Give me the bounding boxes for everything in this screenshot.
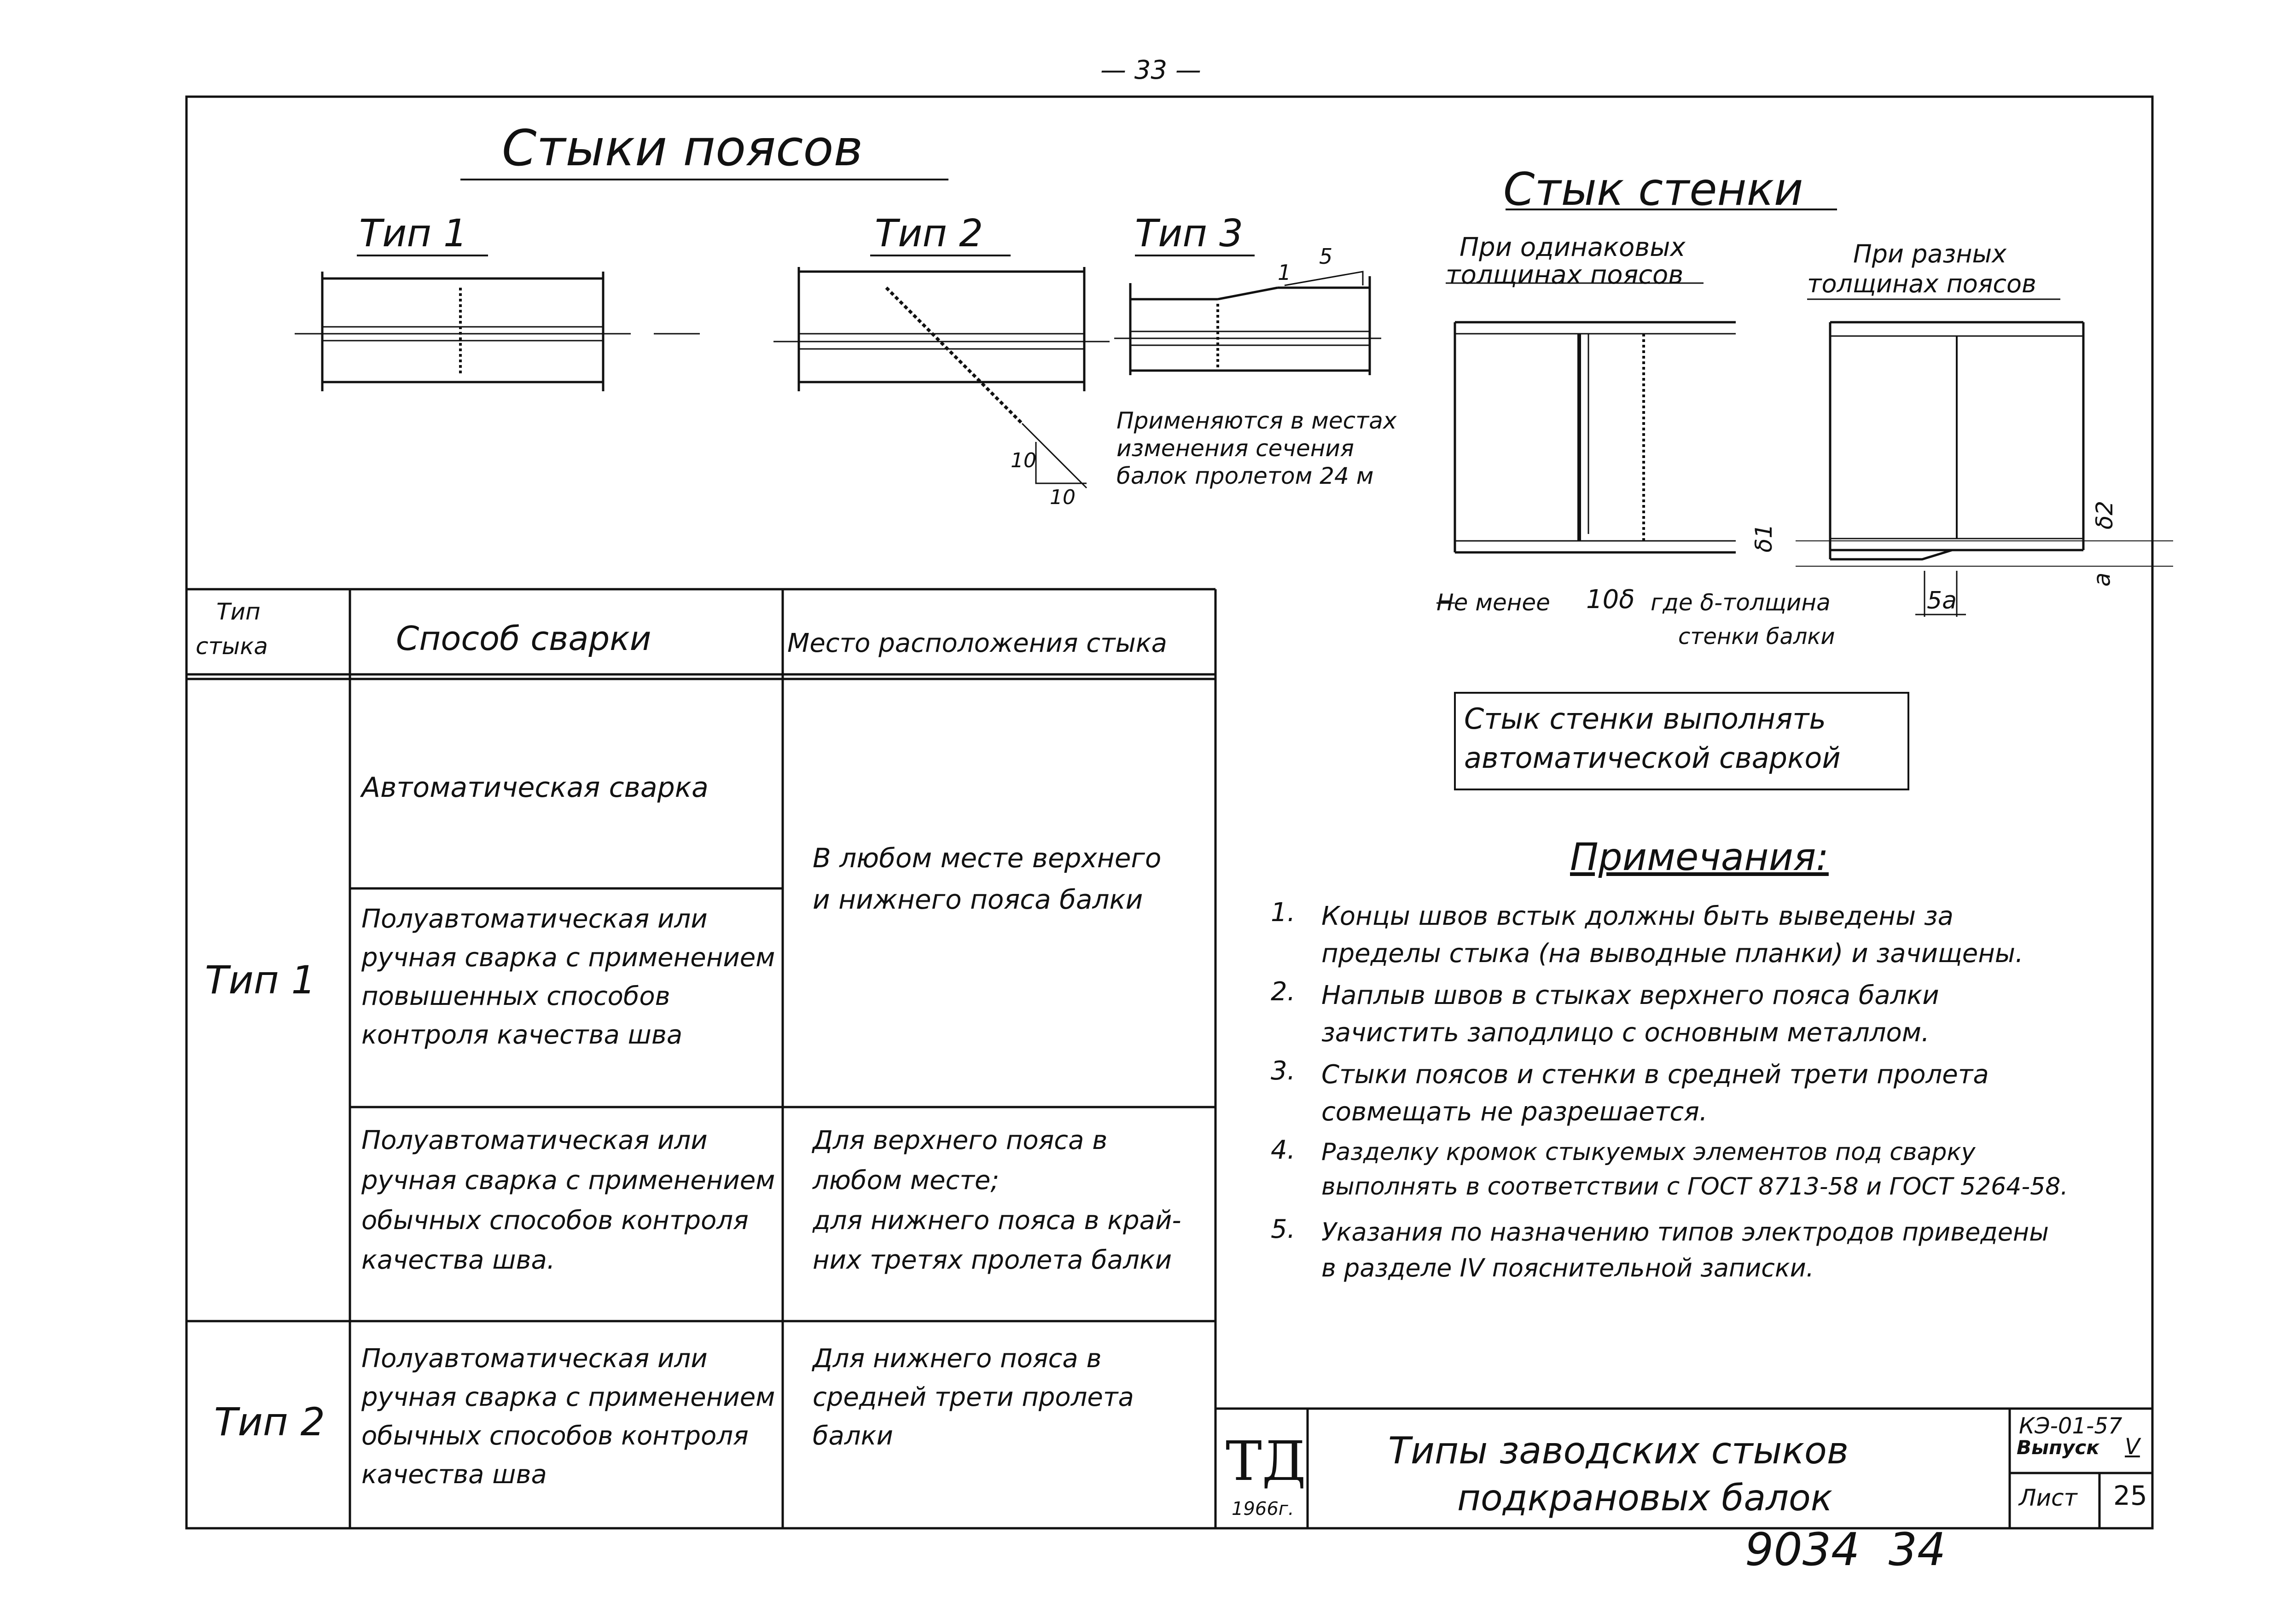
instruction-line1: Стык стенки выполнять [1464, 702, 1826, 736]
delta1-label: δ1 [1750, 523, 1778, 553]
row-type1-label: Тип 1 [205, 957, 316, 1003]
type3-slope-b: 5 [1319, 244, 1333, 269]
row4-method: Полуавтоматическая или ручная сварка с применением обычных способов контроля качества шва [361, 1344, 775, 1490]
type2-slope-b: 10 [1050, 486, 1076, 509]
ten-delta-label: 10δ [1586, 585, 1635, 615]
type1-label: Тип 1 [359, 212, 468, 255]
issue-label: Выпуск [2017, 1436, 2099, 1459]
web-joint-diff-label-2: толщинах поясов [1807, 269, 2036, 298]
row3-place: Для верхнего пояса в любом месте; для нижнего пояса в край- них третях пролета балки [813, 1125, 1181, 1276]
row3-method: Полуавтоматическая или ручная сварка с применением обычных способов контроля качества шва. [361, 1125, 775, 1276]
web-of-beam-label: стенки балки [1678, 624, 1835, 650]
not-less-label: Не менее [1436, 589, 1550, 616]
a-label: a [2088, 572, 2116, 587]
web-joint-same-label-2: толщинах поясов [1446, 260, 1684, 290]
web-joint-diff-label-1: При разных [1853, 239, 2007, 268]
row1-place: В любом месте верхнего и нижнего пояса балки [813, 842, 1162, 915]
row1-method: Автоматическая сварка [361, 771, 709, 804]
td-logo: ТД [1226, 1429, 1306, 1493]
type2-label: Тип 2 [875, 212, 983, 255]
type1-joint-drawing [295, 272, 700, 391]
sheet-title-line1: Типы заводских стыков [1388, 1429, 1849, 1472]
web-joint-different-drawing [1796, 322, 2173, 617]
web-joint-title: Стык стенки [1503, 163, 1803, 216]
web-joint-same-label-1: При одинаковых [1459, 232, 1686, 262]
where-delta-label: где δ-толщина [1651, 589, 1831, 616]
row-type2-label: Тип 2 [214, 1399, 325, 1444]
notes-title: Примечания: [1570, 835, 1829, 879]
type2-slope-a: 10 [1011, 449, 1036, 472]
bottom-handwriting: 9034 34 [1745, 1524, 1946, 1576]
type3-note-line1: Применяются в местах [1116, 407, 1397, 434]
sheet-frame [186, 97, 2152, 1528]
type2-joint-drawing [773, 267, 1110, 488]
page-number: — 33 — [1100, 55, 1201, 85]
belt-joints-title: Стыки поясов [502, 120, 863, 177]
issue-value: V [2125, 1434, 2140, 1460]
sheet-number: 25 [2113, 1480, 2147, 1511]
type3-joint-drawing [1114, 272, 1381, 375]
five-a-label: 5a [1927, 587, 1957, 615]
doc-code: КЭ-01-57 [2019, 1413, 2122, 1439]
header-type-line2: стыка [196, 633, 268, 660]
instruction-line2: автоматической сваркой [1464, 741, 1841, 775]
header-place: Место расположения стыка [787, 628, 1167, 658]
row4-place: Для нижнего пояса в средней трети пролета балки [813, 1344, 1134, 1451]
sheet-label: Лист [2019, 1485, 2077, 1511]
row2-method: Полуавтоматическая или ручная сварка с применением повышенных способов контроля качества шва [361, 904, 775, 1050]
delta2-label: δ2 [2091, 500, 2118, 530]
type3-label: Тип 3 [1135, 212, 1244, 255]
year-label: 1966г. [1232, 1498, 1294, 1520]
header-type-line1: Тип [216, 598, 261, 625]
type3-note-line3: балок пролетом 24 м [1116, 463, 1374, 489]
web-joint-same-drawing [1436, 322, 1736, 603]
type3-note-line2: изменения сечения [1116, 435, 1354, 462]
type3-slope-a: 1 [1278, 260, 1291, 285]
sheet-title-line2: подкрановых балок [1457, 1478, 1832, 1519]
header-method: Способ сварки [396, 619, 651, 658]
